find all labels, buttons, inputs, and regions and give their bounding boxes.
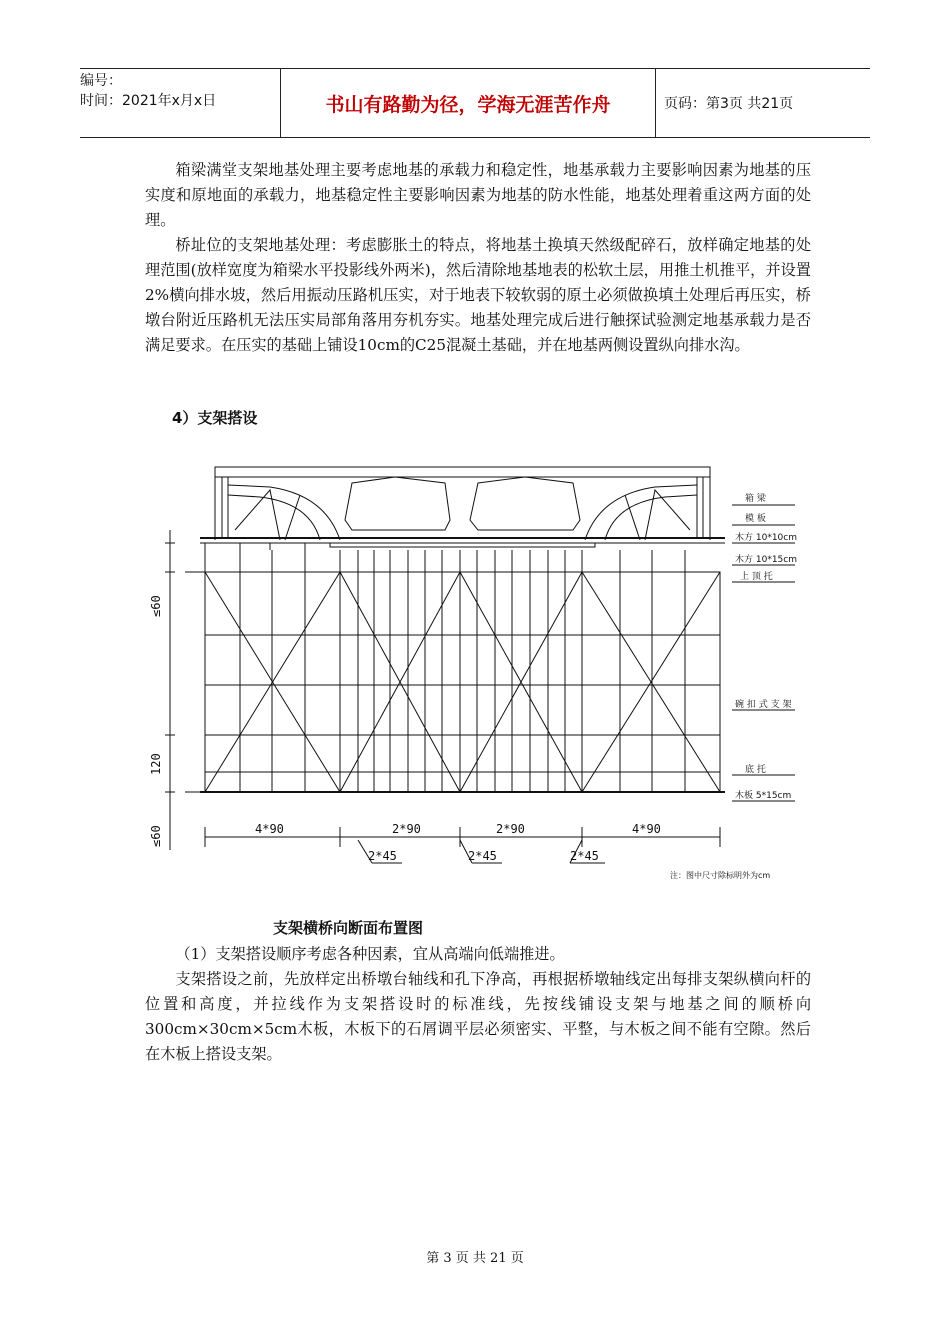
label-top-support: 上 顶 托 [740,572,773,582]
scaffold-cross-section-diagram [140,455,800,890]
header-motto: 书山有路勤为径，学海无涯苦作舟 [280,69,656,137]
paragraph-foundation-treatment: 桥址位的支架地基处理：考虑膨胀土的特点，将地基土换填天然级配碎石，放样确定地基的处理范围(放样宽度为箱梁水平投影线外两米)，然后清除地基地表的松软土层，用推土机推平，并设置2%横向排水坡，然后用振动压路机压实，对于地表下较软弱的原土必须做换填土处理后再压实，桥墩台附近压路机无法压实局部角落用夯机夯实。地基处理完成后进行触探试验测定地基承载力是否满足要求。在压实的基础上铺设10cm的C25混凝土基础，并在地基两侧设置纵向排水沟。 [145,236,811,354]
section-heading: 4）支架搭设 [172,409,258,427]
document-number-label: 编号： [80,73,122,89]
paragraph-foundation-intro: 箱梁满堂支架地基处理主要考虑地基的承载力和稳定性，地基承载力主要影响因素为地基的压实度和原地面的承载力，地基稳定性主要影响因素为地基的防水性能，地基处理着重这两方面的处理。 [145,161,811,229]
page-footer: 第 3 页 共 21 页 [426,1251,524,1266]
dim-mid: 120 [149,753,163,775]
label-board: 木板 5*15cm [735,791,792,801]
page-header [80,68,870,138]
dim-top: ≤60 [149,595,163,617]
span-4: 4*90 [632,822,661,836]
label-formwork: 模 板 [745,514,766,524]
label-scaffold: 碗 扣 式 支 架 [735,700,792,710]
label-box-girder: 箱 梁 [745,494,766,504]
sub-span-2: 2*45 [468,849,497,863]
header-meta [80,69,280,139]
dim-bot: ≤60 [149,825,163,847]
paragraph-setup: 支架搭设之前，先放样定出桥墩台轴线和孔下净高，再根据桥墩轴线定出每排支架纵横向杆的位置和高度，并拉线作为支架搭设时的标准线，先按线铺设支架与地基之间的顺桥向300cm×30cm×5cm木板，木板下的石屑调平层必须密实、平整，与木板之间不能有空隙。然后在木板上搭设支架。 [145,970,811,1063]
sub-span-3: 2*45 [570,849,599,863]
header-page-info: 页码：第3页 共21页 [664,96,794,112]
figure-caption: 支架横桥向断面布置图 [273,919,424,937]
label-bottom-support: 底 托 [745,765,766,775]
paragraph-sequence: （1）支架搭设顺序考虑各种因素，宜从高端向低端推进。 [175,945,565,963]
figure-note: 注：图中尺寸除标明外为cm [670,871,771,880]
document-date: 时间：2021年x月x日 [80,93,217,109]
label-timber-10x10: 木方 10*10cm [735,533,797,543]
span-2: 2*90 [392,822,421,836]
label-timber-10x15: 木方 10*15cm [735,555,797,565]
sub-span-1: 2*45 [368,849,397,863]
span-1: 4*90 [255,822,284,836]
span-3: 2*90 [496,822,525,836]
